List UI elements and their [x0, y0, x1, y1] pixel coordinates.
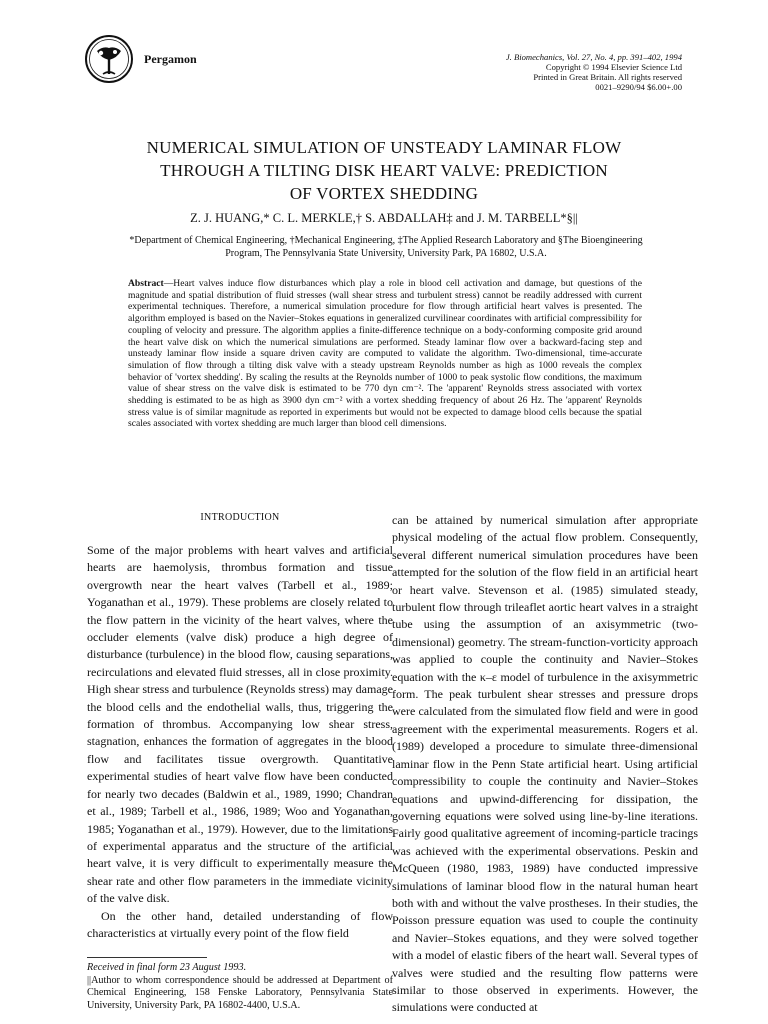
printed-line: Printed in Great Britain. All rights reserved	[533, 72, 682, 82]
intro-paragraph-3: can be attained by numerical simulation after appropriate physical modeling of the actual flow problem. Consequently, several different numerical simulation procedures have been attempted for the solution of the flow field in an artificial heart or heart valve. Stevenson et al. (1985) simulated steady, turbulent flow through trileaflet aortic heart valves in a straight tube using the assumption of an axisymmetric (two-dimensional) geometry. The stream-function-vorticity approach was applied to couple the continuity and Navier–Stokes equation with the κ–ε model of turbulence in the axisymmetric form. The peak turbulent shear stresses and pressure drops were calculated from the simulated flow field and were in good agreement with the experimental measurements. Rogers et al. (1989) developed a procedure to simulate three-dimensional laminar flow in the Penn State artificial heart. Using artificial compressibility to couple the continuity and Navier–Stokes equations and upwind-differencing for dissipation, the governing equations were solved using line-by-line iterations. Fairly good qualitative agreement of incoming-particle tracings was achieved with the experimental observations. Peskin and McQueen (1980, 1983, 1989) have conducted impressive simulations of laminar blood flow in the natural human heart both with and without the valve prostheses. In their studies, the Poisson pressure equation was used to couple the continuity and Navier–Stokes equations, and they were solved together with a model of elastic fibers of the heart wall. Several types of valves were studied and the resulting flow patterns were similar to those observed in experiments. However, the simulations were conducted at	[392, 513, 698, 1015]
title-line-2: THROUGH A TILTING DISK HEART VALVE: PREDICTION	[160, 161, 608, 180]
intro-paragraph-2: On the other hand, detailed understanding of flow characteristics at virtually every point of the flow field	[87, 908, 393, 940]
journal-citation-block	[422, 52, 682, 92]
issn-price-line: 0021–9290/94 $6.00+.00	[595, 82, 682, 92]
abstract	[128, 278, 642, 430]
title-line-1: NUMERICAL SIMULATION OF UNSTEADY LAMINAR FLOW	[146, 138, 622, 157]
received-date-note: Received in final form 23 August 1993.	[87, 962, 247, 973]
abstract-text: —Heart valves induce flow disturbances which play a role in blood cell activation and damage, but questions of the magnitude and spatial distribution of fluid stresses (wall shear stress and turbulent stress) cannot be readily addressed with current experimental techniques. Therefore, a numerical simulation procedure for flow through artificial heart valves is presented. The algorithm employed is based on the Navier–Stokes equations in generalized curvilinear coordinates with artificial compressibility for coupling of velocity and pressure. The algorithm applies a finite-difference technique on a body-conforming composite grid around the heart valve disk on which the numerical simulations are performed. Steady laminar flow over a backward-facing step and unsteady laminar flow inside a square driven cavity are computed to validate the algorithm. Two-dimensional, time-accurate simulation of flow through a tilting disk valve with a steady upstream Reynolds number as high as 1000 reveals the complex behavior of 'vortex shedding'. By scaling the results at the Reynolds number of 1000 to peak systolic flow conditions, the maximum value of shear stress on the valve disk is estimated to be 770 dyn cm⁻². The 'apparent' Reynolds stress associated with vortex shedding is estimated to be as high as 3900 dyn cm⁻² with a vortex shedding frequency of about 26 Hz. The 'apparent' Reynolds stress value is of similar magnitude as reported in experiments but would not be expected to damage blood cells because the spatial scales associated with vortex shedding are much larger than blood cell dimensions.	[128, 278, 642, 430]
footnote-divider	[87, 957, 207, 958]
right-column	[392, 512, 698, 1017]
copyright-line: Copyright © 1994 Elsevier Science Ltd	[545, 62, 682, 72]
abstract-label: Abstract	[128, 278, 164, 289]
left-column	[87, 512, 393, 942]
intro-paragraph-1: Some of the major problems with heart valves and artificial hearts are haemolysis, thrombus formation and tissue overgrowth near the heart valves (Tarbell et al., 1989; Yoganathan et al., 1979). These problems are closely related to the flow pattern in the vicinity of the heart valves, where the occluder elements (valve disk) produce a high degree of disturbance (turbulence) in the blood flow, causing separations, recirculations and elevated fluid stresses, all in close proximity. High shear stress and turbulence (Reynolds stress) may damage the blood cells and the endothelial walls, thus, triggering the formation of thrombus. Accompanying low shear stress, stagnation, enhances the formation of aggregates in the blood flow and facilitates tissue overgrowth. Quantitative experimental studies of heart valve flow have been conducted for nearly two decades (Baldwin et al., 1989, 1990; Chandran et al., 1989; Tarbell et al., 1986, 1989; Woo and Yoganathan, 1985; Yoganathan et al., 1979). However, due to the limitations of experimental apparatus and the structure of the artificial heart valve, it is very difficult to experimentally measure the shear rate and other flow parameters in the immediate vicinity of the valve disk.	[87, 543, 393, 906]
journal-citation: J. Biomechanics, Vol. 27, No. 4, pp. 391–402, 1994	[505, 52, 682, 62]
footnotes	[87, 962, 393, 1012]
paper-title	[90, 136, 678, 205]
publisher-name: Pergamon	[144, 52, 197, 66]
author-list: Z. J. HUANG,* C. L. MERKLE,† S. ABDALLAH‡ and J. M. TARBELL*§||	[190, 211, 578, 225]
author-affiliations: *Department of Chemical Engineering, †Mechanical Engineering, ‡The Applied Research Laboratory and §The Bioengineering Program, The Pennsylvania State University, University Park, PA 16802, U.S.A.	[129, 235, 643, 259]
title-line-3: OF VORTEX SHEDDING	[289, 184, 479, 203]
correspondence-note: ||Author to whom correspondence should be addressed at Department of Chemical Engineering, 158 Fenske Laboratory, Pennsylvania State University, University Park, PA 16802-4400, U.S.A.	[87, 974, 393, 1011]
pergamon-logo-icon	[84, 34, 134, 84]
section-heading-introduction: INTRODUCTION	[200, 512, 280, 523]
